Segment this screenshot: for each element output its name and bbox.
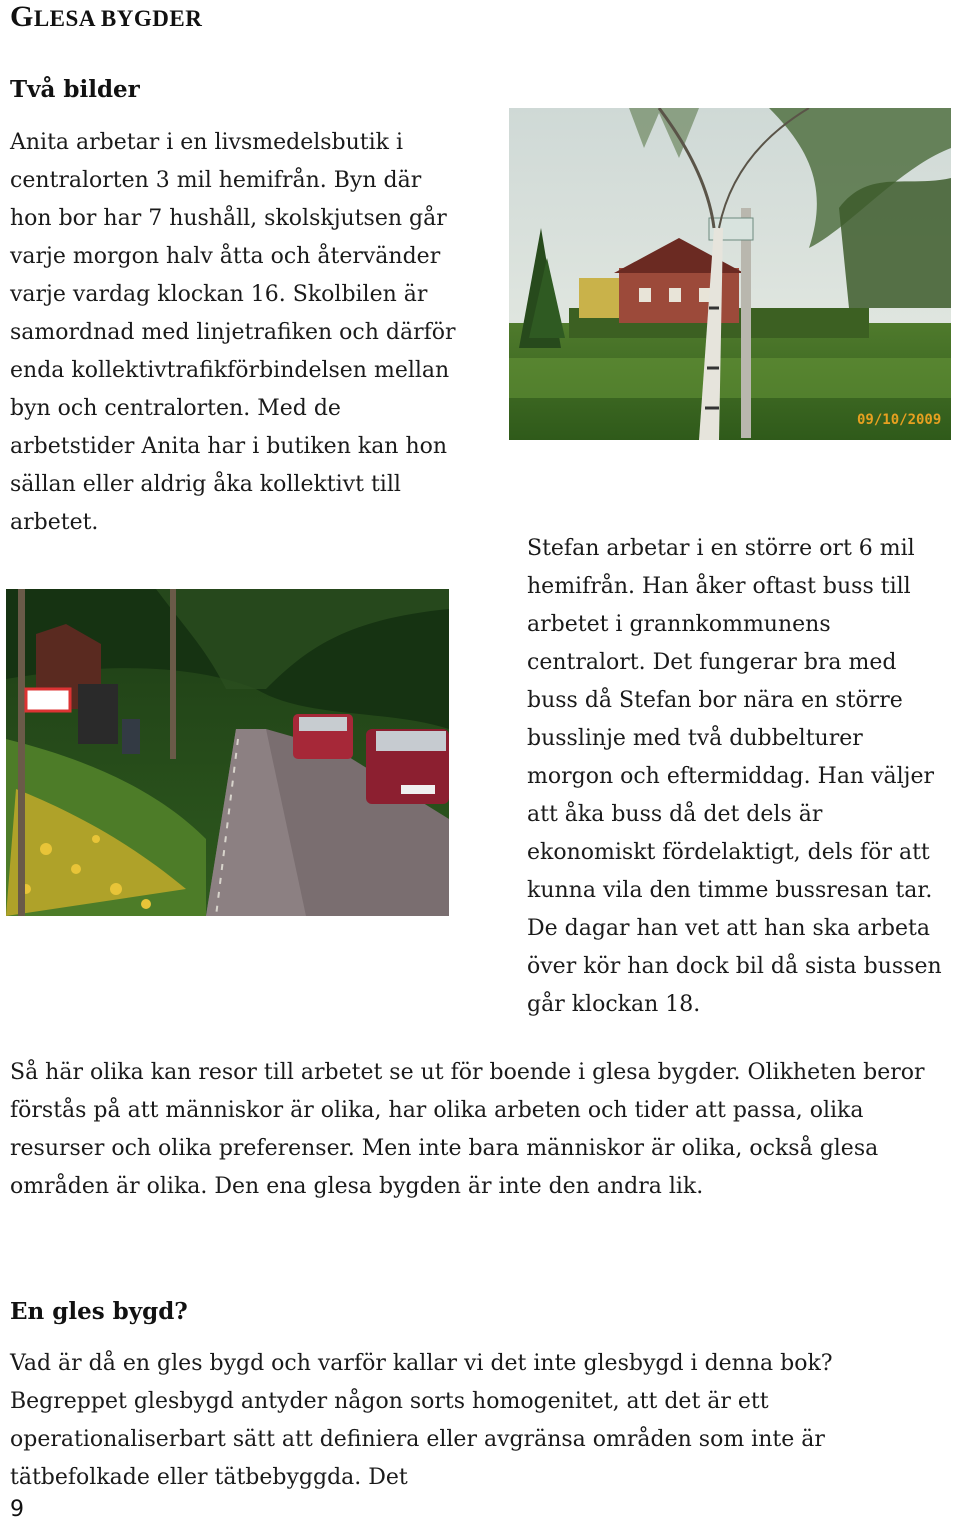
stefan-paragraph: Stefan arbetar i en större ort 6 mil hemifrån. Han åker oftast buss till arbetet i grannkommunens centralort. Det fungerar bra med buss då Stefan bor nära en större busslinje med två dubbelturer morgon och eftermiddag. Han väljer att åka buss då det dels är ekonomiskt fördelaktigt, dels för att kunna vila den timme bussresan tar. De dagar han vet att han ska arbeta över kör han dock bil då sista bussen går klockan 18. <box>527 536 942 1017</box>
section2-paragraph: Vad är då en gles bygd och varför kallar vi det inte glesbygd i denna bok? Begreppet glesbygd antyder någon sorts homogenitet, att det är ett operationaliserbart sätt att definiera eller avgränsa områden som inte är tätbefolkade eller tätbebyggda. Det <box>10 1351 833 1490</box>
page-number: 9 <box>10 1497 24 1522</box>
page-heading <box>10 0 202 34</box>
heading-initial: G <box>10 0 34 33</box>
heading-rest: LESA BYGDER <box>33 6 203 31</box>
village-photo <box>509 108 951 440</box>
section-title-sparse-area: En gles bygd? <box>10 1298 188 1325</box>
anita-paragraph: Anita arbetar i en livsmedelsbutik i centralorten 3 mil hemifrån. Byn där hon bor har 7 hushåll, skolskjutsen går varje morgon halv åtta och återvänder varje vardag klockan 16. Skolbilen är samordnad med linjetrafiken och därför enda kollektivtrafikförbindelsen mellan byn och centralorten. Med de arbetstider Anita har i butiken kan hon sällan eller aldrig åka kollektivt till arbetet. <box>10 130 456 535</box>
section-title-two-pictures: Två bilder <box>10 76 140 103</box>
road-photo <box>6 589 449 916</box>
photo-date-stamp: 09/10/2009 <box>857 412 942 428</box>
summary-paragraph: Så här olika kan resor till arbetet se ut för boende i glesa bygder. Olikheten beror förstås på att människor är olika, har olika arbeten och tider att passa, olika resurser och olika preferenser. Men inte bara människor är olika, också glesa områden är olika. Den ena glesa bygden är inte den andra lik. <box>10 1060 925 1199</box>
